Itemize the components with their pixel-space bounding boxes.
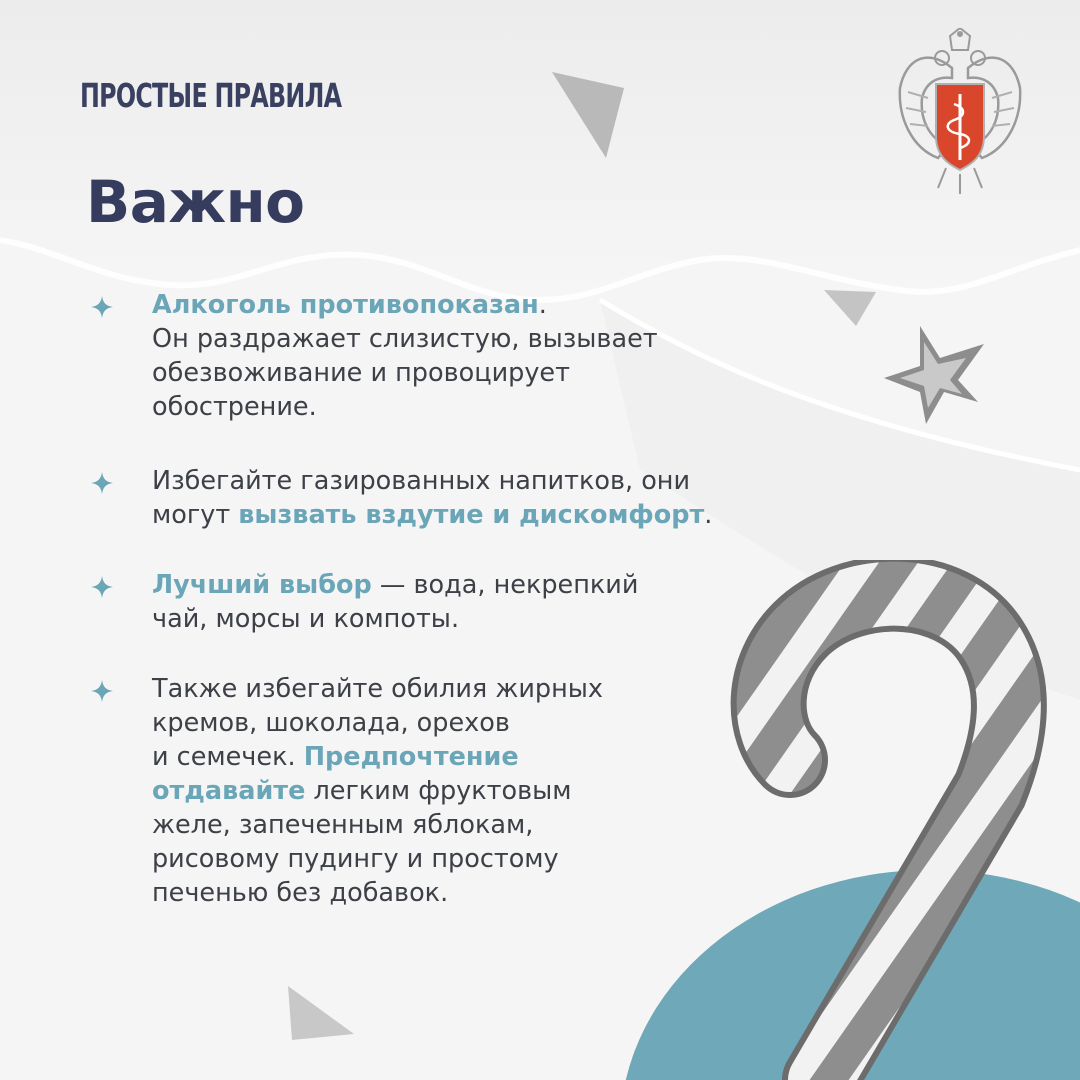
- text-line: [152, 390, 658, 424]
- text-line: [152, 876, 603, 910]
- sparkle-bullet-icon: [90, 295, 114, 319]
- text-line: [152, 464, 712, 498]
- text-line: [152, 842, 603, 876]
- body-text: обострение.: [152, 392, 317, 422]
- text-line: [152, 498, 712, 532]
- body-text: .: [538, 290, 547, 320]
- body-text: могут: [152, 500, 239, 530]
- highlight-text: Лучший выбор: [152, 570, 372, 600]
- text-line: [152, 288, 658, 322]
- confetti-triangle-icon: [548, 66, 628, 162]
- text-line: [152, 356, 658, 390]
- text-line: [152, 774, 603, 808]
- body-text: обезвоживание и провоцирует: [152, 358, 570, 388]
- text-line: [152, 672, 603, 706]
- body-text: .: [704, 500, 713, 530]
- list-item: [88, 672, 603, 910]
- body-text: чай, морсы и компоты.: [152, 604, 460, 634]
- page-title: Важно: [86, 168, 305, 236]
- sparkle-bullet-icon: [90, 471, 114, 495]
- confetti-triangle-icon: [822, 286, 878, 328]
- highlight-text: отдавайте: [152, 776, 306, 806]
- ministry-of-health-emblem-icon: [898, 28, 1022, 196]
- candy-cane-icon: [700, 560, 1080, 1080]
- body-text: — вода, некрепкий: [371, 570, 639, 600]
- body-text: рисовому пудингу и простому: [152, 844, 559, 874]
- highlight-text: вызвать вздутие и дискомфорт: [238, 500, 705, 530]
- confetti-triangle-icon: [282, 982, 356, 1044]
- list-item: [88, 568, 638, 636]
- body-text: Также избегайте обилия жирных: [152, 674, 604, 704]
- body-text: Он раздражает слизистую, вызывает: [152, 324, 658, 354]
- text-line: [152, 808, 603, 842]
- highlight-text: Алкоголь противопоказан: [152, 290, 539, 320]
- sparkle-bullet-icon: [90, 575, 114, 599]
- body-text: и семечек.: [152, 742, 304, 772]
- highlight-text: Предпочтение: [303, 742, 519, 772]
- body-text: печенью без добавок.: [152, 878, 449, 908]
- text-line: [152, 706, 603, 740]
- sparkle-bullet-icon: [90, 679, 114, 703]
- body-text: кремов, шоколада, орехов: [152, 708, 510, 738]
- body-text: легким фруктовым: [305, 776, 572, 806]
- brand-label: ПРОСТЫЕ ПРАВИЛА: [80, 76, 342, 115]
- list-item: [88, 464, 712, 532]
- body-text: Избегайте газированных напитков, они: [152, 466, 691, 496]
- list-item: [88, 288, 658, 424]
- text-line: [152, 602, 638, 636]
- text-line: [152, 740, 603, 774]
- star-icon: [880, 322, 992, 428]
- body-text: желе, запеченным яблокам,: [152, 810, 534, 840]
- text-line: [152, 568, 638, 602]
- text-line: [152, 322, 658, 356]
